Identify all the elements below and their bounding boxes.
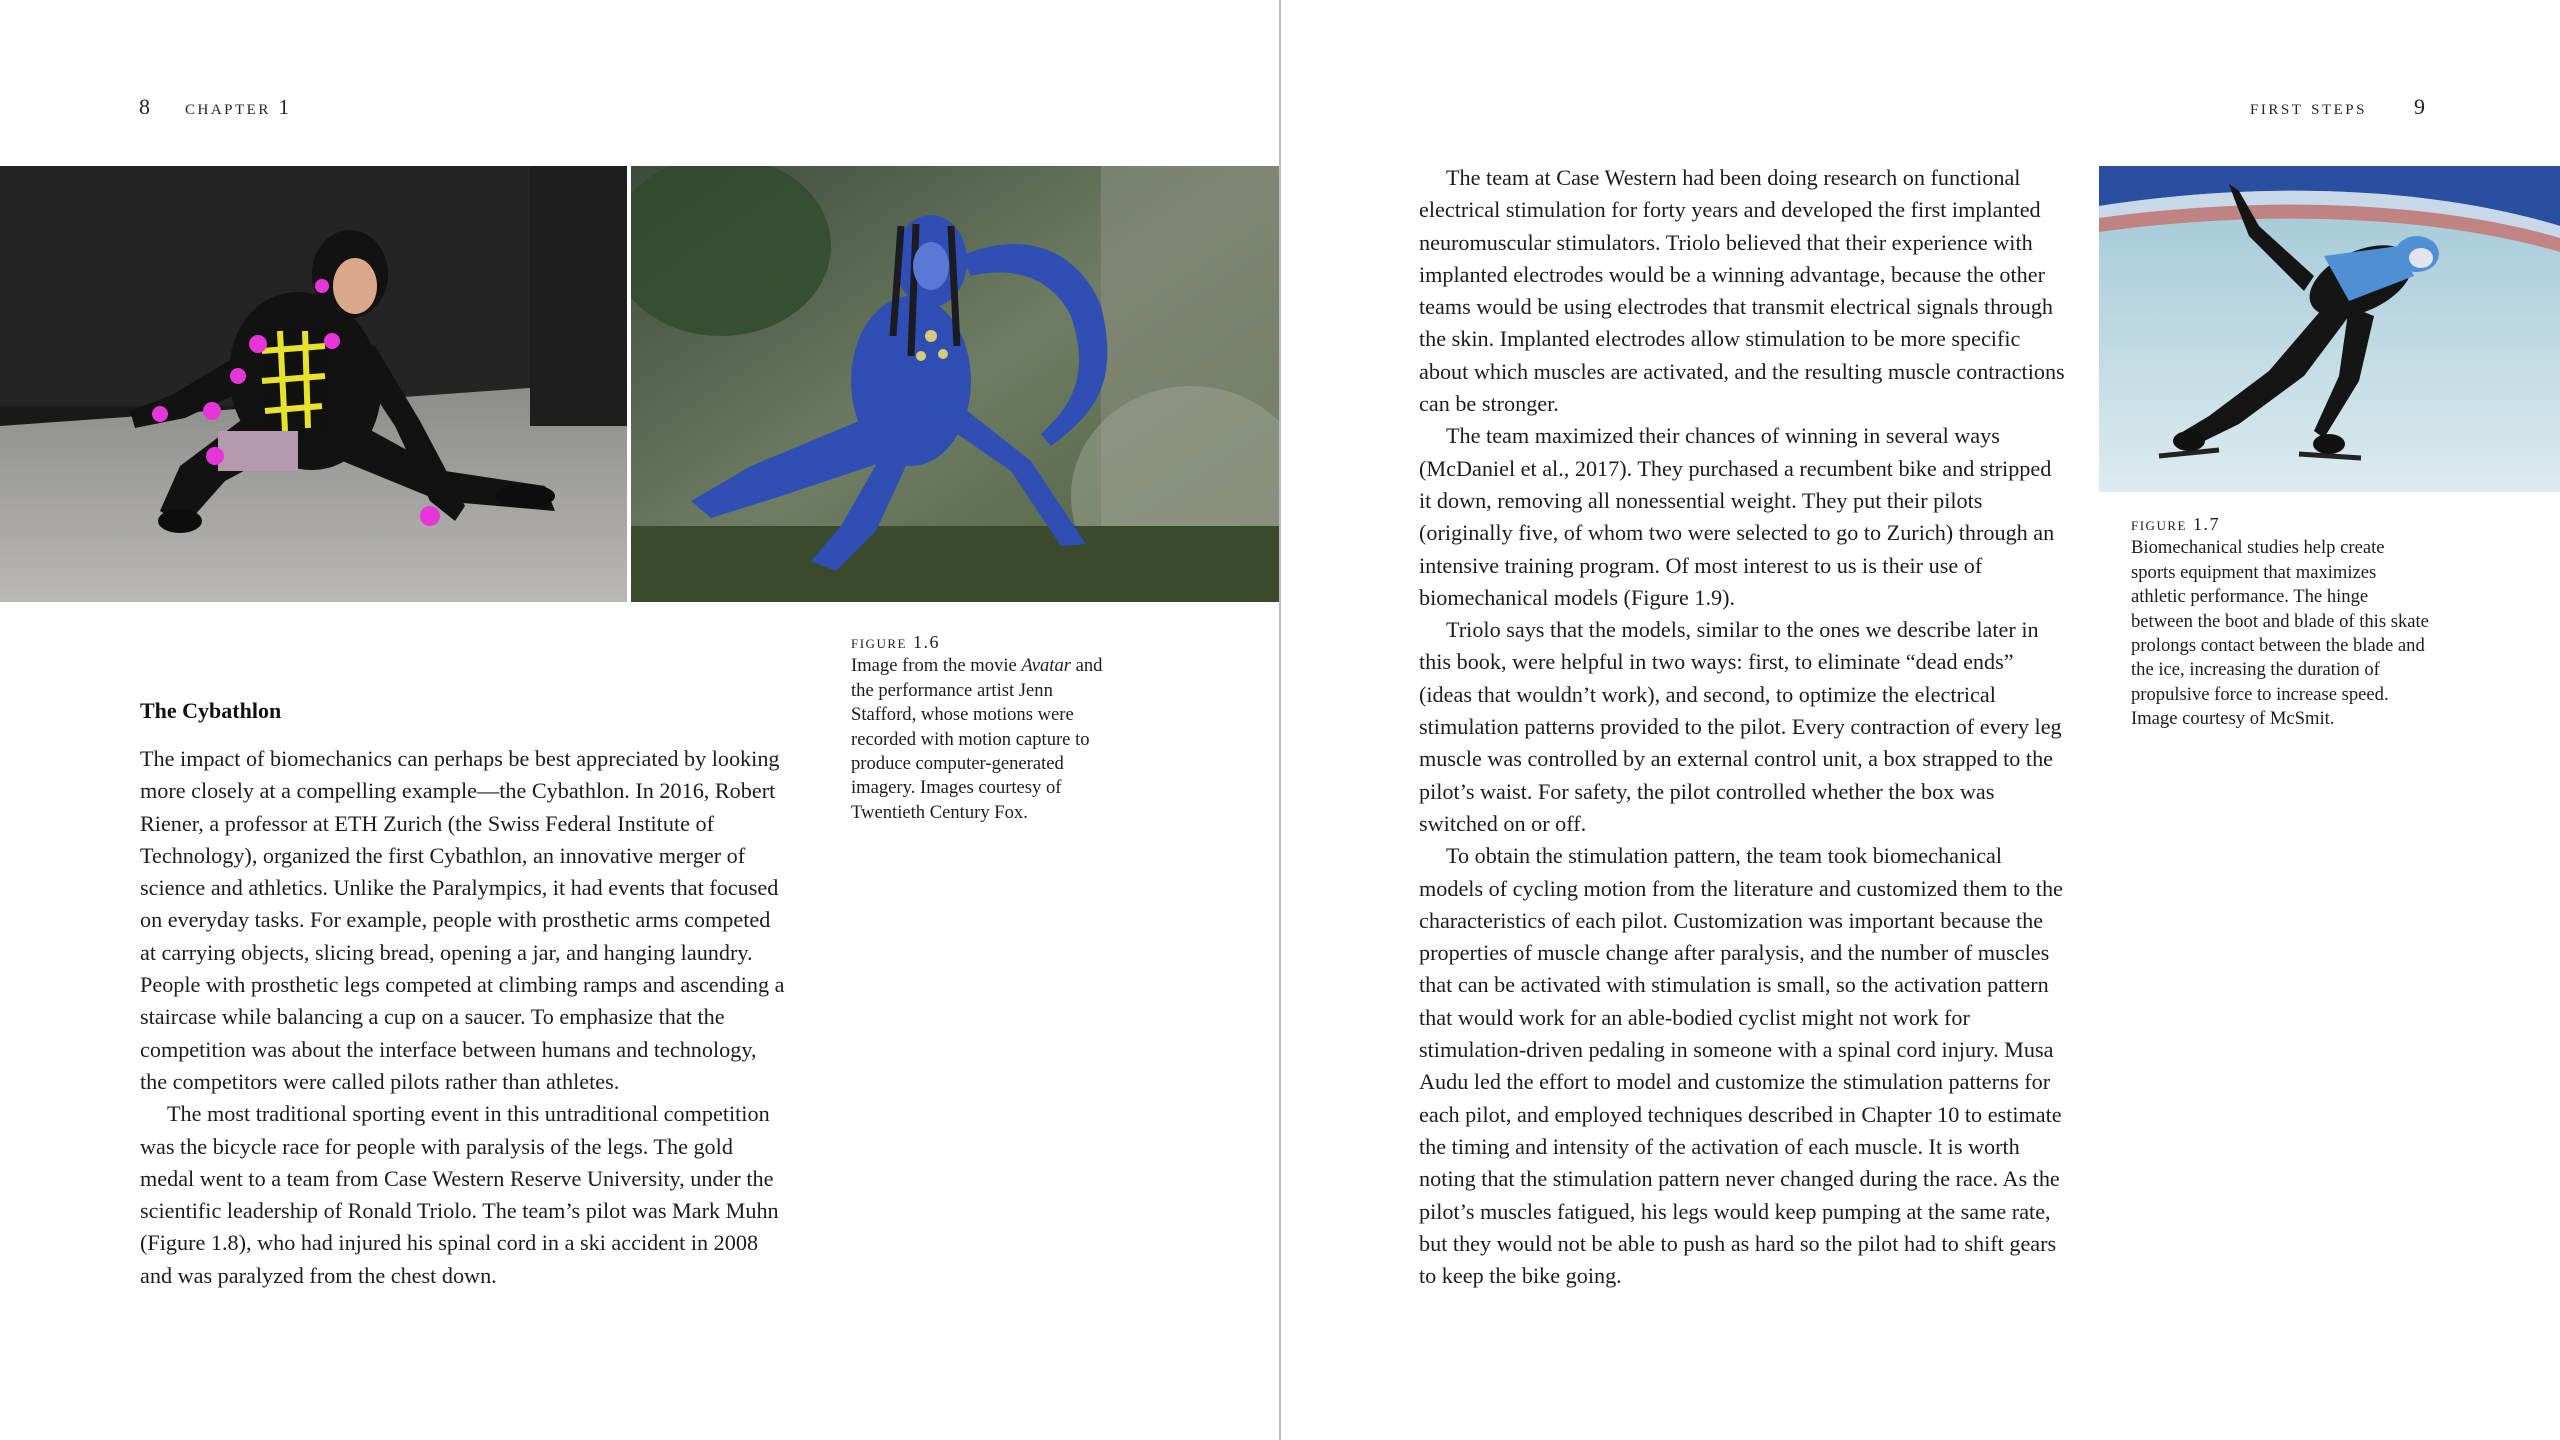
avatar-character-photo: [631, 166, 1280, 602]
figure-1-6-text-a: Image from the movie: [851, 655, 1022, 677]
figure-1-6-movie-title: Avatar: [1021, 655, 1071, 677]
left-body-text: [140, 743, 786, 1292]
right-paragraph-3: Triolo says that the models, similar to the ones we describe later in this book, were helpful in two ways: first, to eliminate “dead ends” (ideas that wouldn’t work), and second, to optimize the electrical stimulation patterns provided to the pilot. Every contraction of every leg muscle was controlled by an external control unit, a box strapped to the pilot’s waist. For safety, the pilot controlled whether the box was switched on or off.: [1419, 617, 2062, 836]
left-paragraph-2: The most traditional sporting event in this untraditional competition was the bicycle race for people with paralysis of the legs. The gold medal went to a team from Case Western Reserve University, under the scientific leadership of Ronald Triolo. The team’s pilot was Mark Muhn (Figure 1.8), who had injured his spinal cord in a ski accident in 2008 and was paralyzed from the chest down.: [140, 1101, 779, 1288]
figure-1-6-label: figure 1.6: [851, 632, 940, 652]
figure-1-7-label: figure 1.7: [2131, 514, 2220, 534]
right-body-text: [1419, 162, 2069, 1292]
speed-skater-photo: [2099, 166, 2560, 492]
left-running-head: [139, 94, 292, 120]
figure-1-7-caption: [2131, 512, 2431, 732]
page-number-right: 9: [2414, 94, 2425, 119]
figure-1-7-text: Biomechanical studies help create sports equipment that maximizes athletic performance. The hinge between the boot and blade of this skate prolongs contact between the blade and the ice, increasing the duration of propulsive force to increase speed. Image courtesy of McSmit.: [2131, 537, 2429, 730]
right-running-head: [2250, 94, 2425, 120]
left-paragraph-1: The impact of biomechanics can perhaps be best appreciated by looking more closely at a compelling example—the Cybathlon. In 2016, Robert Riener, a professor at ETH Zurich (the Swiss Federal Institute of Technology), organized the first Cybathlon, an innovative merger of science and athletics. Unlike the Paralympics, it had events that focused on everyday tasks. For example, people with prosthetic arms competed at carrying objects, slicing bread, opening a jar, and hanging laundry. People with prosthetic legs competed at climbing ramps and ascending a staircase while balancing a cup on a saucer. To emphasize that the competition was about the interface between humans and technology, the competitors were called pilots rather than athletes.: [140, 746, 785, 1094]
right-paragraph-4: To obtain the stimulation pattern, the team took biomechanical models of cycling motion from the literature and customized them to the characteristics of each pilot. Customization was important because the properties of muscle change after paralysis, and the number of muscles that can be activated with stimulation is small, so the activation pattern that would work for an able-bodied cyclist might not work for stimulation-driven pedaling in someone with a spinal cord injury. Musa Audu led the effort to model and customize the stimulation patterns for each pilot, and employed techniques described in Chapter 10 to estimate the timing and intensity of the activation of each muscle. It is worth noting that the stimulation pattern never changed during the race. As the pilot’s muscles fatigued, his legs would keep pumping at the same rate, but they would not be able to push as hard so the pilot had to shift gears to keep the bike going.: [1419, 843, 2063, 1289]
page-number-left: 8: [139, 94, 150, 119]
right-paragraph-2: The team maximized their chances of winning in several ways (McDaniel et al., 2017). They purchased a recumbent bike and stripped it down, removing all nonessential weight. They put their pilots (originally five, of whom two were selected to go to Zurich) through an intensive training program. Of most interest to us is their use of biomechanical models (Figure 1.9).: [1419, 423, 2055, 610]
figure-1-6-caption: [851, 630, 1111, 825]
right-paragraph-1: The team at Case Western had been doing research on functional electrical stimulation for forty years and developed the first implanted neuromuscular stimulators. Triolo believed that their experience with implanted electrodes would be a winning advantage, because the other teams would be using electrodes that transmit electrical signals through the skin. Implanted electrodes allow stimulation to be more specific about which muscles are activated, and the resulting muscle contractions can be stronger.: [1419, 165, 2065, 417]
section-label: first steps: [2250, 95, 2367, 119]
section-heading: The Cybathlon: [140, 698, 282, 723]
motion-capture-photo: [0, 166, 627, 602]
right-page: [1281, 0, 2560, 1440]
figure-1-6-text-b: and the performance artist Jenn Stafford, whose motions were recorded with motion capture to produce computer-generated imagery. Images courtesy of Twentieth Century Fox.: [851, 655, 1103, 823]
chapter-label: chapter 1: [185, 95, 292, 119]
